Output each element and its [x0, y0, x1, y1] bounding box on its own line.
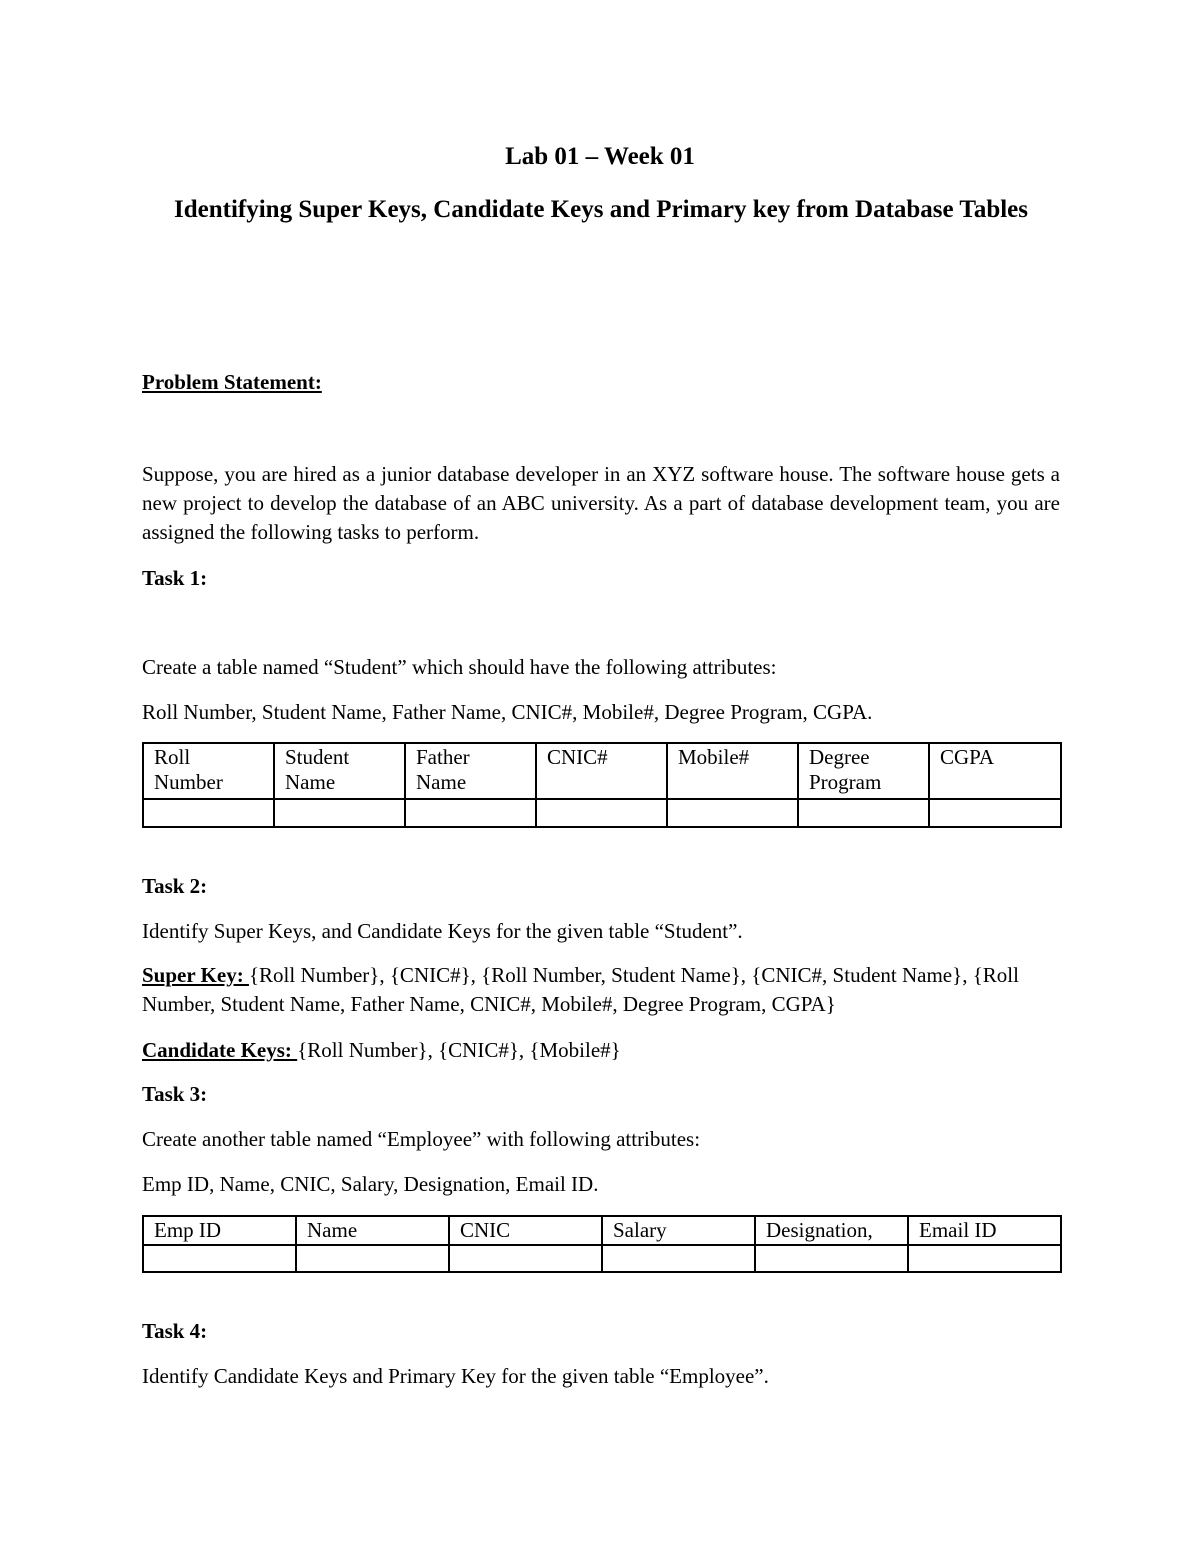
- super-key-paragraph: [142, 961, 1060, 1019]
- employee-table-header-row: [143, 1216, 1061, 1245]
- task4-heading: Task 4:: [142, 1319, 208, 1343]
- page-title: Lab 01 – Week 01: [505, 143, 695, 170]
- problem-statement-text: Suppose, you are hired as a junior database developer in an XYZ software house. The software house gets a new project to develop the database of an ABC university. As a part of database development team, you are assigned the following tasks to perform.: [142, 462, 1060, 544]
- student-cell: [143, 799, 274, 827]
- student-table-empty-row: [143, 799, 1061, 827]
- task3-instruction: Create another table named “Employee” with following attributes:: [142, 1127, 701, 1151]
- employee-col-name: Name: [296, 1216, 449, 1245]
- task3-attributes: Emp ID, Name, CNIC, Salary, Designation, Email ID.: [142, 1172, 599, 1196]
- student-table: [142, 742, 1062, 828]
- employee-cell: [755, 1245, 908, 1272]
- student-col-cgpa: CGPA: [929, 743, 1061, 799]
- task4-instruction: Identify Candidate Keys and Primary Key for the given table “Employee”.: [142, 1364, 769, 1388]
- task3-heading: Task 3:: [142, 1082, 208, 1106]
- student-col-student-name: Student Name: [274, 743, 405, 799]
- page-subtitle: Identifying Super Keys, Candidate Keys and Primary key from Database Tables: [173, 196, 1028, 223]
- student-cell: [929, 799, 1061, 827]
- problem-statement-heading: Problem Statement:: [142, 370, 322, 394]
- task1-instruction: Create a table named “Student” which should have the following attributes:: [142, 655, 777, 679]
- student-cell: [536, 799, 667, 827]
- task1-heading: Task 1:: [142, 566, 208, 590]
- super-key-text: {Roll Number}, {CNIC#}, {Roll Number, Student Name}, {CNIC#, Student Name}, {Roll Number, Student Name, Father Name, CNIC#, Mobile#, Degree Program, CGPA}: [142, 963, 1019, 1016]
- student-col-roll-number: Roll Number: [143, 743, 274, 799]
- task2-heading: Task 2:: [142, 874, 208, 898]
- candidate-keys-paragraph: [142, 1036, 1060, 1065]
- employee-table: [142, 1215, 1062, 1273]
- employee-cell: [143, 1245, 296, 1272]
- employee-cell: [449, 1245, 602, 1272]
- task2-instruction: Identify Super Keys, and Candidate Keys for the given table “Student”.: [142, 919, 743, 943]
- student-cell: [667, 799, 798, 827]
- student-col-mobile: Mobile#: [667, 743, 798, 799]
- employee-cell: [602, 1245, 755, 1272]
- student-col-degree-program: Degree Program: [798, 743, 929, 799]
- employee-col-email-id: Email ID: [908, 1216, 1061, 1245]
- candidate-keys-text: {Roll Number}, {CNIC#}, {Mobile#}: [297, 1038, 621, 1062]
- student-col-father-name: Father Name: [405, 743, 536, 799]
- candidate-keys-label: Candidate Keys:: [142, 1038, 298, 1062]
- employee-col-cnic: CNIC: [449, 1216, 602, 1245]
- student-cell: [798, 799, 929, 827]
- employee-cell: [908, 1245, 1061, 1272]
- employee-col-designation: Designation,: [755, 1216, 908, 1245]
- student-cell: [274, 799, 405, 827]
- employee-col-emp-id: Emp ID: [143, 1216, 296, 1245]
- super-key-label: Super Key:: [142, 963, 249, 987]
- employee-table-empty-row: [143, 1245, 1061, 1272]
- employee-cell: [296, 1245, 449, 1272]
- student-table-header-row: [143, 743, 1061, 799]
- student-cell: [405, 799, 536, 827]
- employee-col-salary: Salary: [602, 1216, 755, 1245]
- student-col-cnic: CNIC#: [536, 743, 667, 799]
- task1-attributes: Roll Number, Student Name, Father Name, CNIC#, Mobile#, Degree Program, CGPA.: [142, 700, 873, 724]
